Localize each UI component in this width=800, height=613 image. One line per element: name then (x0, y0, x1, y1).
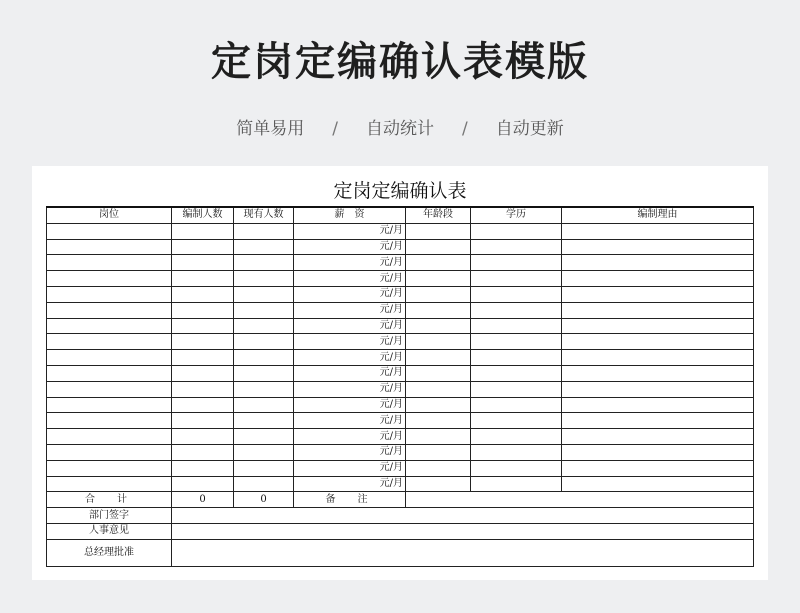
cell-planned[interactable] (172, 302, 234, 318)
cell-reason[interactable] (562, 223, 754, 239)
cell-planned[interactable] (172, 365, 234, 381)
cell-salary[interactable]: 元/月 (294, 365, 406, 381)
cell-current[interactable] (234, 476, 294, 492)
cell-salary[interactable]: 元/月 (294, 397, 406, 413)
cell-planned[interactable] (172, 429, 234, 445)
cell-education[interactable] (471, 318, 562, 334)
sign-row-department (47, 508, 754, 524)
cell-position[interactable] (47, 429, 172, 445)
cell-age[interactable] (406, 381, 471, 397)
cell-position[interactable] (47, 318, 172, 334)
cell-position[interactable] (47, 460, 172, 476)
cell-current[interactable] (234, 318, 294, 334)
sign-label-gm: 总经理批准 (47, 539, 172, 566)
tag-auto-stat: 自动统计 (366, 119, 434, 139)
cell-salary[interactable]: 元/月 (294, 381, 406, 397)
table-row (47, 302, 754, 318)
table-row (47, 460, 754, 476)
cell-age[interactable] (406, 444, 471, 460)
cell-salary[interactable]: 元/月 (294, 239, 406, 255)
cell-current[interactable] (234, 460, 294, 476)
cell-age[interactable] (406, 255, 471, 271)
feature-tags (0, 114, 800, 139)
cell-planned[interactable] (172, 397, 234, 413)
cell-age[interactable] (406, 397, 471, 413)
cell-planned[interactable] (172, 318, 234, 334)
cell-salary[interactable]: 元/月 (294, 476, 406, 492)
cell-education[interactable] (471, 302, 562, 318)
cell-salary[interactable]: 元/月 (294, 286, 406, 302)
cell-position[interactable] (47, 302, 172, 318)
cell-salary[interactable]: 元/月 (294, 413, 406, 429)
cell-position[interactable] (47, 271, 172, 287)
cell-planned[interactable] (172, 460, 234, 476)
cell-current[interactable] (234, 429, 294, 445)
cell-reason[interactable] (562, 460, 754, 476)
cell-salary[interactable]: 元/月 (294, 223, 406, 239)
page-title: 定岗定编确认表模版 (211, 39, 589, 85)
cell-salary[interactable]: 元/月 (294, 302, 406, 318)
cell-salary[interactable]: 元/月 (294, 255, 406, 271)
cell-age[interactable] (406, 334, 471, 350)
table-row (47, 350, 754, 366)
cell-planned[interactable] (172, 239, 234, 255)
cell-education[interactable] (471, 381, 562, 397)
cell-current[interactable] (234, 239, 294, 255)
col-age-range: 年龄段 (406, 207, 471, 223)
cell-current[interactable] (234, 302, 294, 318)
cell-planned[interactable] (172, 286, 234, 302)
cell-reason[interactable] (562, 381, 754, 397)
table-row (47, 381, 754, 397)
cell-age[interactable] (406, 223, 471, 239)
cell-position[interactable] (47, 444, 172, 460)
cell-planned[interactable] (172, 334, 234, 350)
staffing-table (46, 206, 754, 567)
cell-age[interactable] (406, 429, 471, 445)
cell-education[interactable] (471, 350, 562, 366)
cell-position[interactable] (47, 413, 172, 429)
remark-cell[interactable] (406, 492, 754, 508)
table-row (47, 413, 754, 429)
cell-salary[interactable]: 元/月 (294, 429, 406, 445)
cell-education[interactable] (471, 476, 562, 492)
cell-education[interactable] (471, 365, 562, 381)
sign-label-hr: 人事意见 (47, 523, 172, 539)
cell-salary[interactable]: 元/月 (294, 460, 406, 476)
cell-current[interactable] (234, 365, 294, 381)
cell-planned[interactable] (172, 271, 234, 287)
total-row (47, 492, 754, 508)
cell-education[interactable] (471, 286, 562, 302)
total-label: 合 计 (47, 492, 172, 508)
cell-salary[interactable]: 元/月 (294, 350, 406, 366)
cell-education[interactable] (471, 397, 562, 413)
col-salary: 薪 资 (294, 207, 406, 223)
cell-age[interactable] (406, 302, 471, 318)
cell-salary[interactable]: 元/月 (294, 334, 406, 350)
cell-education[interactable] (471, 429, 562, 445)
table-row (47, 223, 754, 239)
header-row (47, 207, 754, 223)
col-position: 岗位 (47, 207, 172, 223)
cell-age[interactable] (406, 460, 471, 476)
tag-auto-update: 自动更新 (495, 119, 564, 139)
cell-salary[interactable]: 元/月 (294, 444, 406, 460)
col-current-count: 现有人数 (234, 207, 294, 223)
sheet-title: 定岗定编确认表 (333, 180, 467, 202)
cell-planned[interactable] (172, 476, 234, 492)
table-row (47, 271, 754, 287)
cell-reason[interactable] (562, 271, 754, 287)
cell-current[interactable] (234, 255, 294, 271)
cell-reason[interactable] (562, 255, 754, 271)
remark-label: 备 注 (294, 492, 406, 508)
table-row (47, 444, 754, 460)
cell-current[interactable] (234, 334, 294, 350)
cell-education[interactable] (471, 271, 562, 287)
cell-age[interactable] (406, 476, 471, 492)
cell-current[interactable] (234, 286, 294, 302)
cell-planned[interactable] (172, 350, 234, 366)
cell-position[interactable] (47, 397, 172, 413)
table-row (47, 429, 754, 445)
cell-reason[interactable] (562, 302, 754, 318)
cell-position[interactable] (47, 365, 172, 381)
cell-reason[interactable] (562, 286, 754, 302)
cell-reason[interactable] (562, 429, 754, 445)
cell-reason[interactable] (562, 350, 754, 366)
cell-salary[interactable]: 元/月 (294, 271, 406, 287)
cell-age[interactable] (406, 350, 471, 366)
table-row (47, 318, 754, 334)
cell-current[interactable] (234, 444, 294, 460)
cell-current[interactable] (234, 350, 294, 366)
cell-reason[interactable] (562, 334, 754, 350)
cell-current[interactable] (234, 397, 294, 413)
cell-reason[interactable] (562, 365, 754, 381)
cell-education[interactable] (471, 444, 562, 460)
cell-education[interactable] (471, 239, 562, 255)
table-row (47, 239, 754, 255)
cell-current[interactable] (234, 413, 294, 429)
cell-age[interactable] (406, 271, 471, 287)
cell-current[interactable] (234, 271, 294, 287)
cell-age[interactable] (406, 239, 471, 255)
sign-row-hr (47, 523, 754, 539)
spreadsheet-preview (32, 166, 768, 580)
table-row (47, 286, 754, 302)
cell-position[interactable] (47, 476, 172, 492)
sign-row-gm (47, 539, 754, 566)
table-row (47, 397, 754, 413)
cell-planned[interactable] (172, 223, 234, 239)
cell-salary[interactable]: 元/月 (294, 318, 406, 334)
cell-reason[interactable] (562, 397, 754, 413)
cell-reason[interactable] (562, 413, 754, 429)
col-reason: 编制理由 (562, 207, 754, 223)
cell-planned[interactable] (172, 255, 234, 271)
col-planned-count: 编制人数 (172, 207, 234, 223)
cell-current[interactable] (234, 381, 294, 397)
cell-position[interactable] (47, 239, 172, 255)
cell-planned[interactable] (172, 444, 234, 460)
cell-planned[interactable] (172, 413, 234, 429)
tag-easy: 简单易用 (236, 119, 305, 139)
cell-age[interactable] (406, 365, 471, 381)
table-row (47, 365, 754, 381)
cell-position[interactable] (47, 334, 172, 350)
tag-separator: / (462, 119, 468, 139)
col-education: 学历 (471, 207, 562, 223)
cell-reason[interactable] (562, 476, 754, 492)
total-planned: 0 (172, 492, 234, 508)
total-current: 0 (234, 492, 294, 508)
table-row (47, 334, 754, 350)
cell-age[interactable] (406, 286, 471, 302)
sign-cell-hr[interactable] (172, 523, 754, 539)
cell-current[interactable] (234, 223, 294, 239)
sign-label-department: 部门签字 (47, 508, 172, 524)
cell-age[interactable] (406, 318, 471, 334)
table-row (47, 476, 754, 492)
cell-education[interactable] (471, 223, 562, 239)
cell-planned[interactable] (172, 381, 234, 397)
cell-position[interactable] (47, 223, 172, 239)
cell-reason[interactable] (562, 318, 754, 334)
cell-education[interactable] (471, 413, 562, 429)
cell-position[interactable] (47, 350, 172, 366)
cell-reason[interactable] (562, 444, 754, 460)
sign-cell-gm[interactable] (172, 539, 754, 566)
cell-education[interactable] (471, 255, 562, 271)
cell-education[interactable] (471, 334, 562, 350)
cell-reason[interactable] (562, 239, 754, 255)
cell-education[interactable] (471, 460, 562, 476)
cell-position[interactable] (47, 381, 172, 397)
cell-position[interactable] (47, 255, 172, 271)
sign-cell-department[interactable] (172, 508, 754, 524)
table-row (47, 255, 754, 271)
cell-position[interactable] (47, 286, 172, 302)
tag-separator: / (332, 119, 338, 139)
cell-age[interactable] (406, 413, 471, 429)
